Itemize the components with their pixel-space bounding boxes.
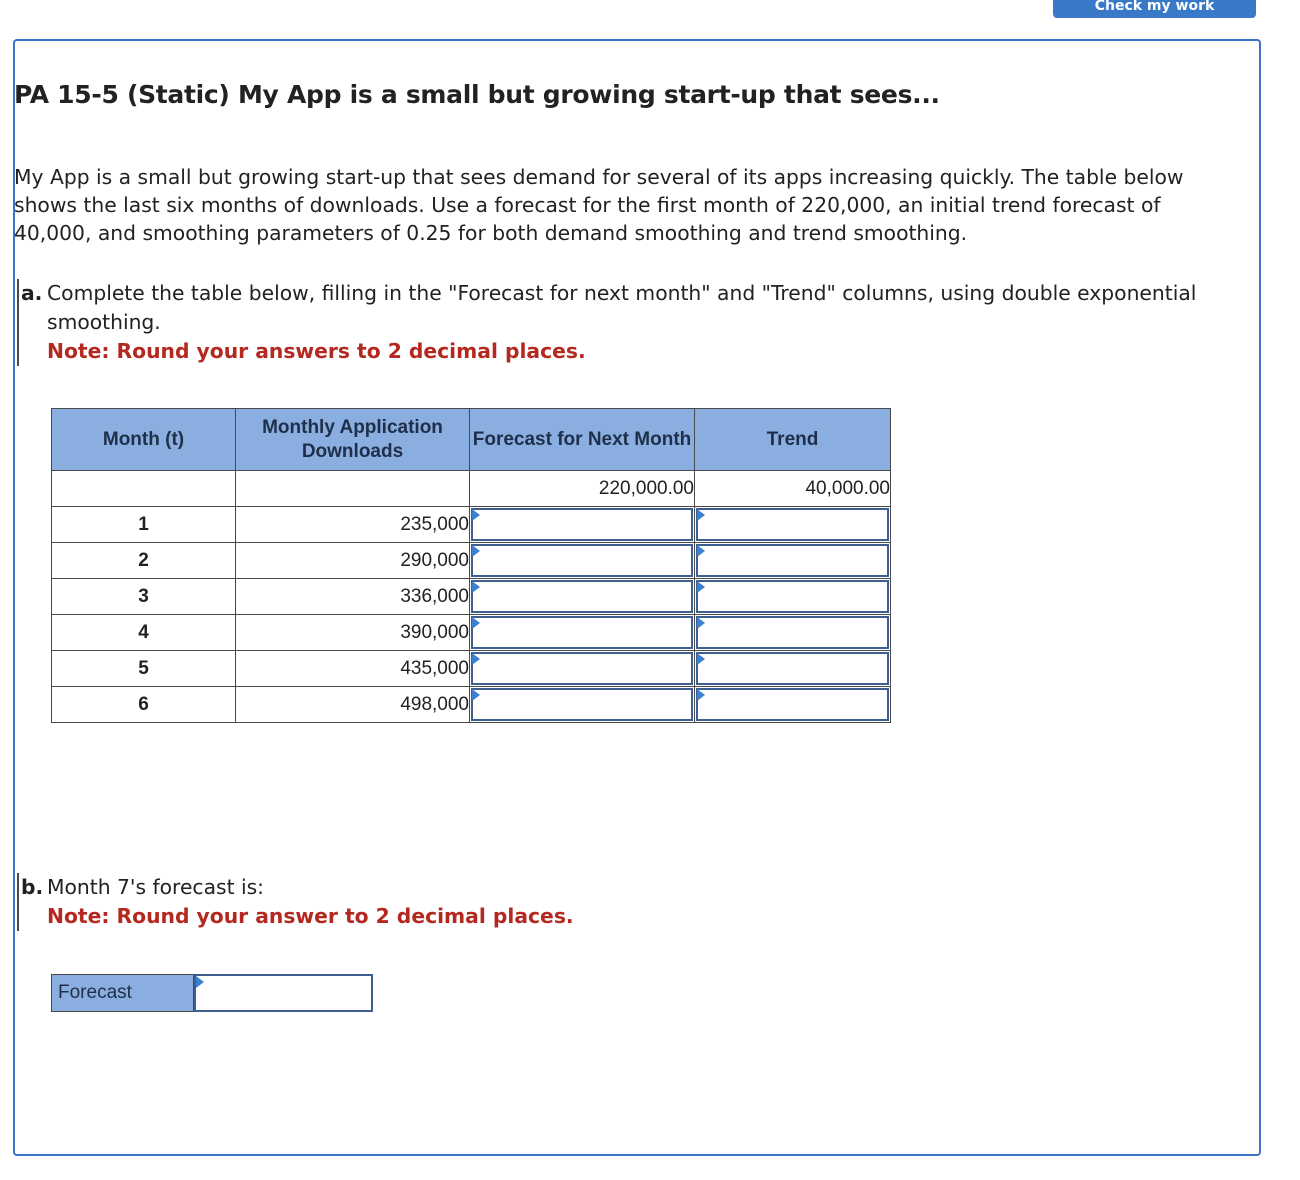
part-b-note: Note: Round your answer to 2 decimal places. xyxy=(47,904,574,928)
month-cell: 1 xyxy=(52,507,236,543)
part-b xyxy=(17,873,1207,931)
header-month: Month (t) xyxy=(52,409,236,471)
downloads-cell: 290,000 xyxy=(236,543,470,579)
input-marker-icon xyxy=(697,653,705,665)
trend-input[interactable] xyxy=(696,508,889,541)
table-row xyxy=(52,615,891,651)
downloads-cell: 435,000 xyxy=(236,651,470,687)
trend-input[interactable] xyxy=(696,688,889,721)
trend-input[interactable] xyxy=(696,652,889,685)
trend-input-cell[interactable] xyxy=(695,651,891,687)
table-row xyxy=(52,543,891,579)
forecast-input[interactable] xyxy=(471,508,693,541)
initial-forecast-value: 220,000.00 xyxy=(470,471,695,507)
problem-intro: My App is a small but growing start-up that sees demand for several of its apps increasing quickly. The table below shows the last six months of downloads. Use a forecast for the first month of 220,000, an initial trend forecast of 40,000, and smoothing parameters of 0.25 for both demand smoothing and trend smoothing. xyxy=(14,165,1184,245)
part-a-note: Note: Round your answers to 2 decimal places. xyxy=(47,339,586,363)
trend-input-cell[interactable] xyxy=(695,687,891,723)
forecast-label: Forecast xyxy=(51,974,194,1012)
month7-forecast-row xyxy=(51,974,373,1012)
header-downloads: Monthly Application Downloads xyxy=(236,409,470,471)
forecast-input[interactable] xyxy=(471,544,693,577)
downloads-cell: 336,000 xyxy=(236,579,470,615)
input-marker-icon xyxy=(697,545,705,557)
forecast-input[interactable] xyxy=(471,616,693,649)
trend-input[interactable] xyxy=(696,580,889,613)
forecast-input-cell[interactable] xyxy=(470,579,695,615)
forecast-input[interactable] xyxy=(471,652,693,685)
input-marker-icon xyxy=(697,689,705,701)
initial-row xyxy=(52,471,891,507)
month-cell: 5 xyxy=(52,651,236,687)
part-b-label: b. xyxy=(21,875,44,899)
input-marker-icon xyxy=(472,581,480,593)
initial-month-cell xyxy=(52,471,236,507)
forecast-input[interactable] xyxy=(471,580,693,613)
forecast-input-cell[interactable] xyxy=(470,687,695,723)
trend-input-cell[interactable] xyxy=(695,615,891,651)
check-my-work-button[interactable]: Check my work xyxy=(1053,0,1256,18)
forecast-input-cell[interactable] xyxy=(470,507,695,543)
forecast-input[interactable] xyxy=(194,974,373,1012)
input-marker-icon xyxy=(196,976,204,988)
trend-input-cell[interactable] xyxy=(695,507,891,543)
initial-trend-value: 40,000.00 xyxy=(695,471,891,507)
initial-downloads-cell xyxy=(236,471,470,507)
part-a-label: a. xyxy=(21,281,43,305)
trend-input[interactable] xyxy=(696,544,889,577)
part-a-text: Complete the table below, filling in the "Forecast for next month" and "Trend" columns, using double exponential smoothing. xyxy=(47,281,1197,334)
input-marker-icon xyxy=(472,545,480,557)
forecast-input[interactable] xyxy=(471,688,693,721)
trend-input-cell[interactable] xyxy=(695,579,891,615)
table-row xyxy=(52,651,891,687)
part-a xyxy=(17,279,1207,366)
month-cell: 2 xyxy=(52,543,236,579)
input-marker-icon xyxy=(472,509,480,521)
month-cell: 4 xyxy=(52,615,236,651)
downloads-cell: 235,000 xyxy=(236,507,470,543)
input-marker-icon xyxy=(472,689,480,701)
table-row xyxy=(52,579,891,615)
month-cell: 6 xyxy=(52,687,236,723)
table-header-row xyxy=(52,409,891,471)
problem-title: PA 15-5 (Static) My App is a small but growing start-up that sees... xyxy=(14,80,940,109)
part-b-text: Month 7's forecast is: xyxy=(47,875,265,899)
input-marker-icon xyxy=(472,653,480,665)
input-marker-icon xyxy=(697,617,705,629)
input-marker-icon xyxy=(697,509,705,521)
month-cell: 3 xyxy=(52,579,236,615)
trend-input-cell[interactable] xyxy=(695,543,891,579)
forecast-input-cell[interactable] xyxy=(470,651,695,687)
input-marker-icon xyxy=(472,617,480,629)
downloads-cell: 390,000 xyxy=(236,615,470,651)
header-trend: Trend xyxy=(695,409,891,471)
smoothing-table xyxy=(51,408,891,723)
forecast-input-cell[interactable] xyxy=(470,543,695,579)
downloads-cell: 498,000 xyxy=(236,687,470,723)
input-marker-icon xyxy=(697,581,705,593)
trend-input[interactable] xyxy=(696,616,889,649)
forecast-input-cell[interactable] xyxy=(470,615,695,651)
table-row xyxy=(52,507,891,543)
header-forecast: Forecast for Next Month xyxy=(470,409,695,471)
table-row xyxy=(52,687,891,723)
